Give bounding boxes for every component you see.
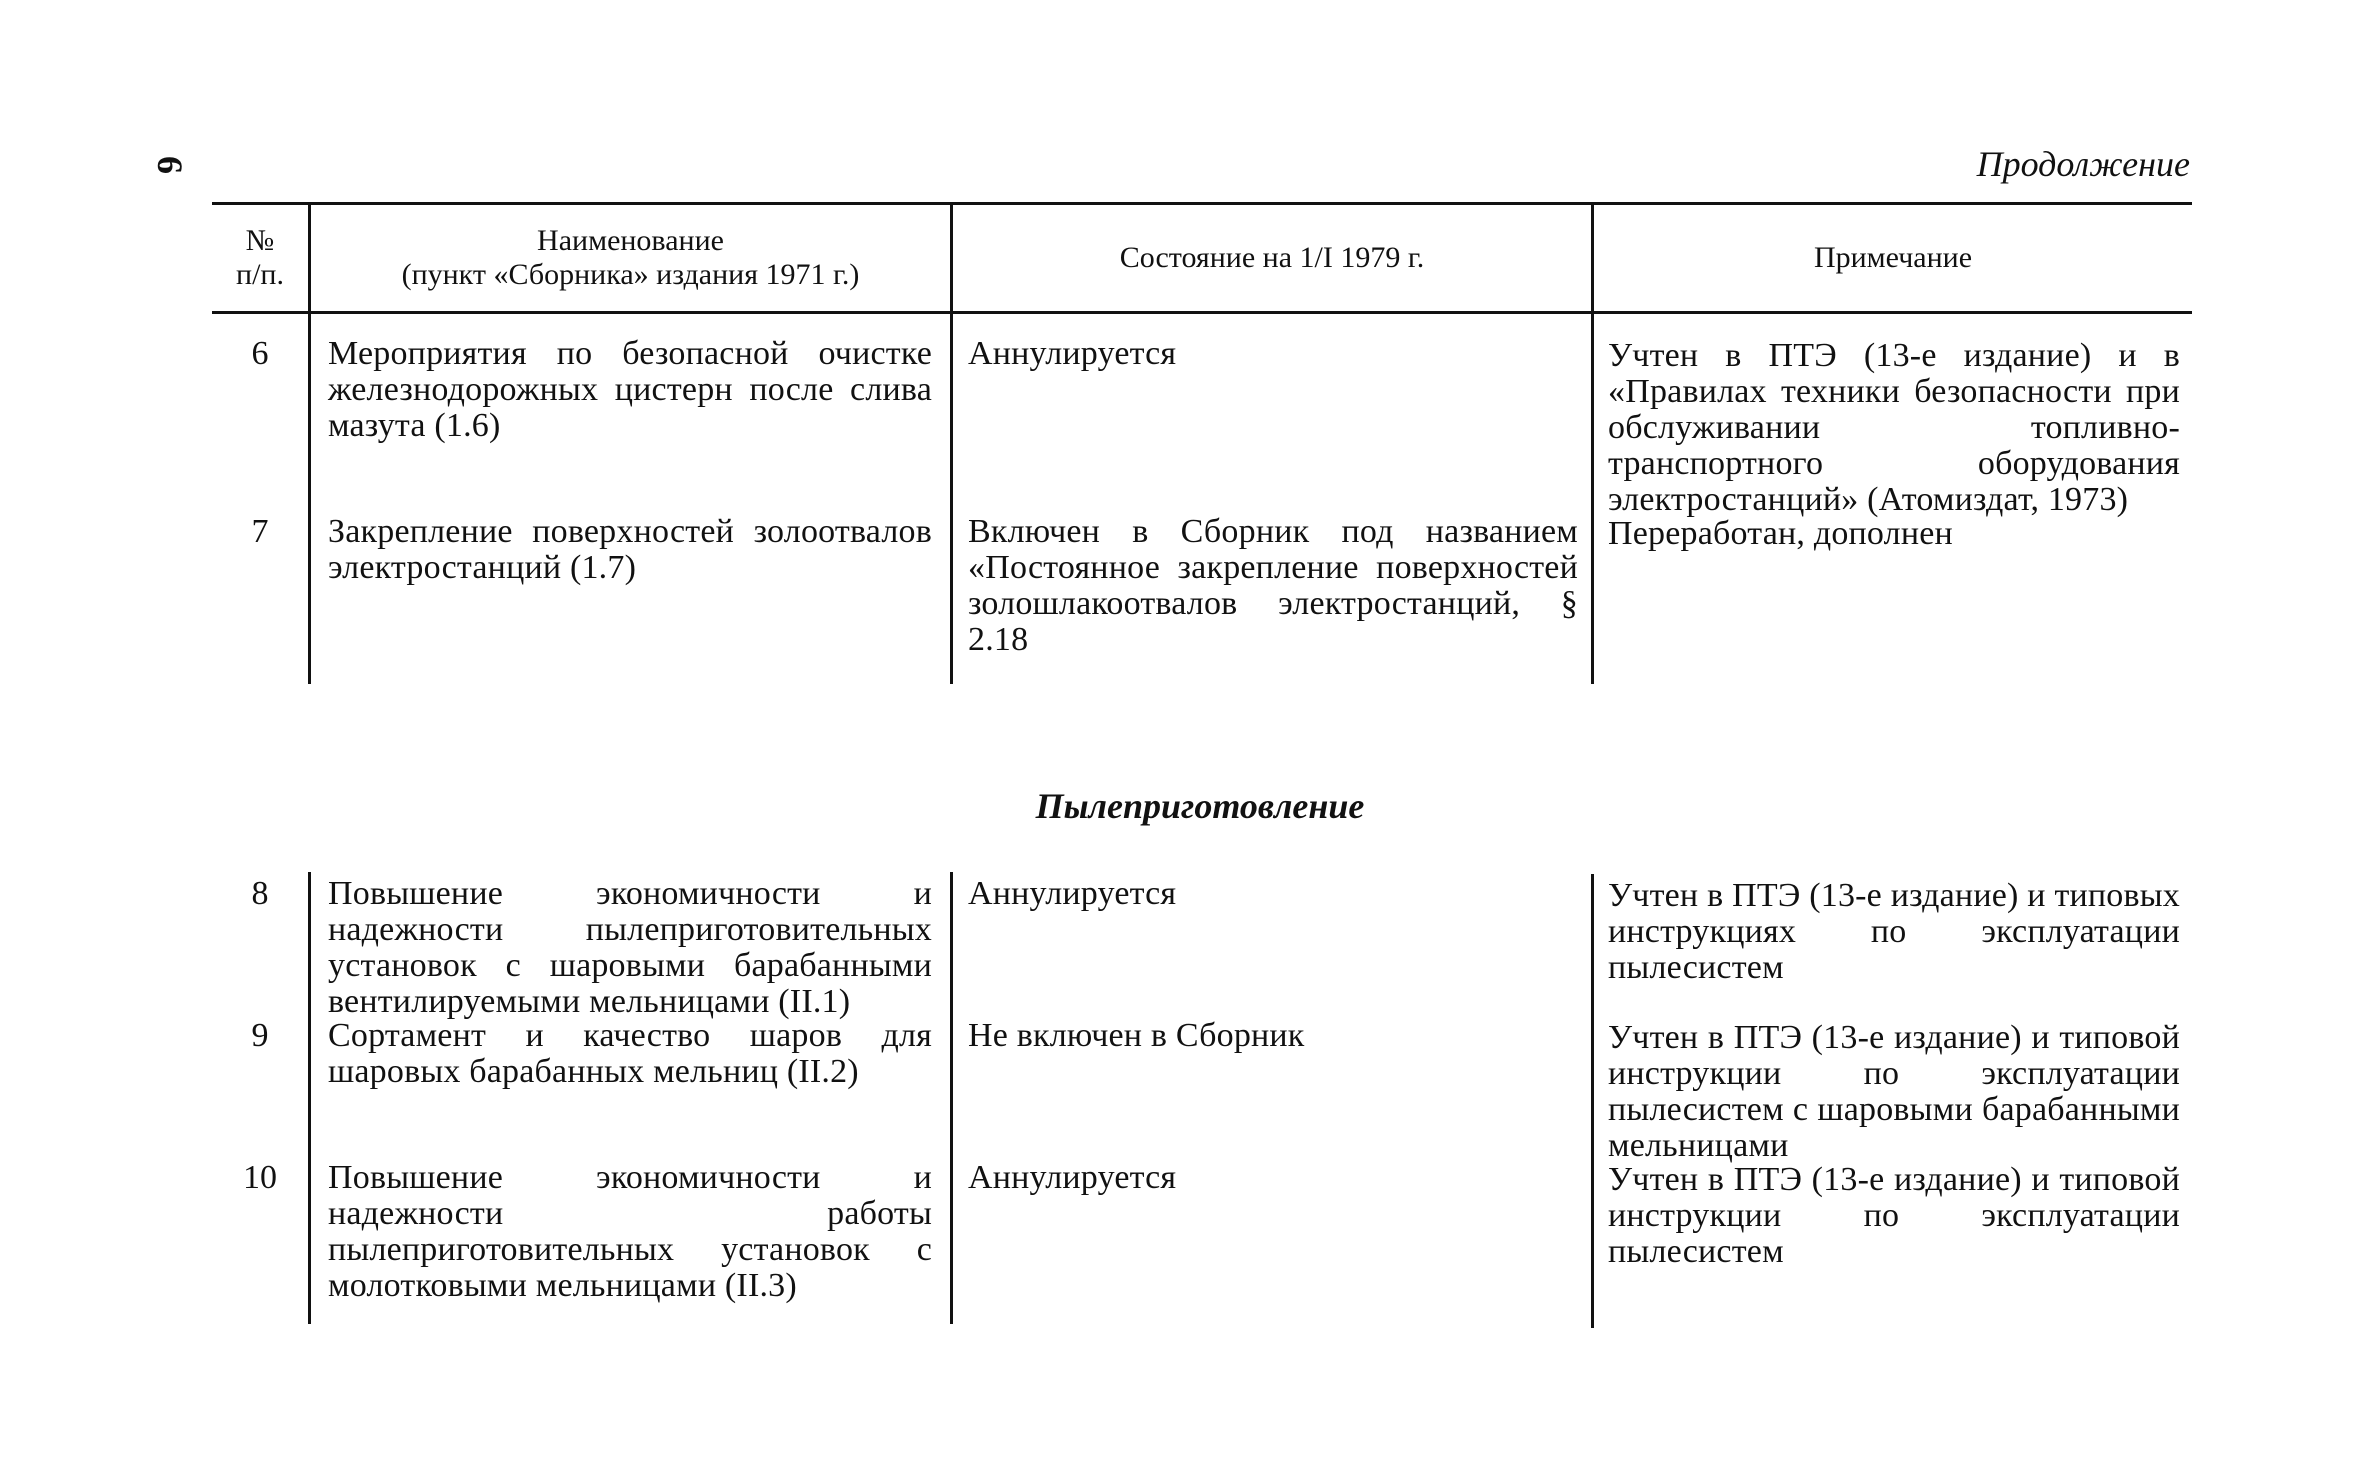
continuation-label: Продолжение	[1976, 144, 2190, 184]
table-header-rule	[212, 311, 2192, 314]
row-note: Учтен в ПТЭ (13-е издание) и типовых инструкциях по эксплуатации пылесистем	[1608, 877, 2180, 986]
row-number: 8	[251, 875, 269, 912]
row-number: 9	[251, 1017, 269, 1054]
row-state: Аннулируется	[968, 875, 1177, 912]
row-name: Закрепление поверхностей золоотвалов электростанций (1.7)	[328, 513, 932, 586]
row-note: Учтен в ПТЭ (13-е издание) и типовой инструкции по эксплуатации пылесистем с шаровыми барабанными мельницами	[1608, 1019, 2180, 1164]
column-divider	[1591, 312, 1594, 684]
row-state: Включен в Сборник под названием «Постоянное закрепление поверхностей золошлакоотвалов электростанций, § 2.18	[968, 513, 1578, 658]
column-divider	[308, 312, 311, 684]
row-state: Аннулируется	[968, 1159, 1177, 1196]
row-name: Повышение экономичности и надежности работы пылеприготовительных установок с молотковыми мельницами (II.3)	[328, 1159, 932, 1304]
row-number: 6	[251, 335, 269, 372]
column-divider	[950, 872, 953, 1324]
page-number: 6	[150, 156, 190, 174]
column-divider	[308, 872, 311, 1324]
row-name: Повышение экономичности и надежности пылеприготовительных установок с шаровыми барабанными вентилируемыми мельницами (II.1)	[328, 875, 932, 1020]
header-num: № п/п.	[236, 224, 284, 291]
header-note: Примечание	[1813, 241, 1973, 274]
section-title: Пылеприготовление	[1035, 786, 1365, 826]
column-divider	[1591, 874, 1594, 1328]
column-divider	[950, 312, 953, 684]
row-number: 10	[243, 1159, 277, 1196]
header-name: Наименование (пункт «Сборника» издания 1971 г.)	[401, 224, 860, 291]
header-state: Состояние на 1/I 1979 г.	[1119, 241, 1425, 274]
row-note: Учтен в ПТЭ (13-е издание) и типовой инструкции по эксплуатации пылесистем	[1608, 1161, 2180, 1270]
row-number: 7	[251, 513, 269, 550]
row-note: Переработан, дополнен	[1608, 515, 1953, 552]
row-state: Не включен в Сборник	[968, 1017, 1305, 1054]
row-name: Мероприятия по безопасной очистке железнодорожных цистерн после слива мазута (1.6)	[328, 335, 932, 444]
row-name: Сортамент и качество шаров для шаровых барабанных мельниц (II.2)	[328, 1017, 932, 1090]
row-note: Учтен в ПТЭ (13-е издание) и в «Правилах техники безопасности при обслуживании топливно-транспортного оборудования электростанций» (Атомиздат, 1973)	[1608, 337, 2180, 518]
row-state: Аннулируется	[968, 335, 1177, 372]
